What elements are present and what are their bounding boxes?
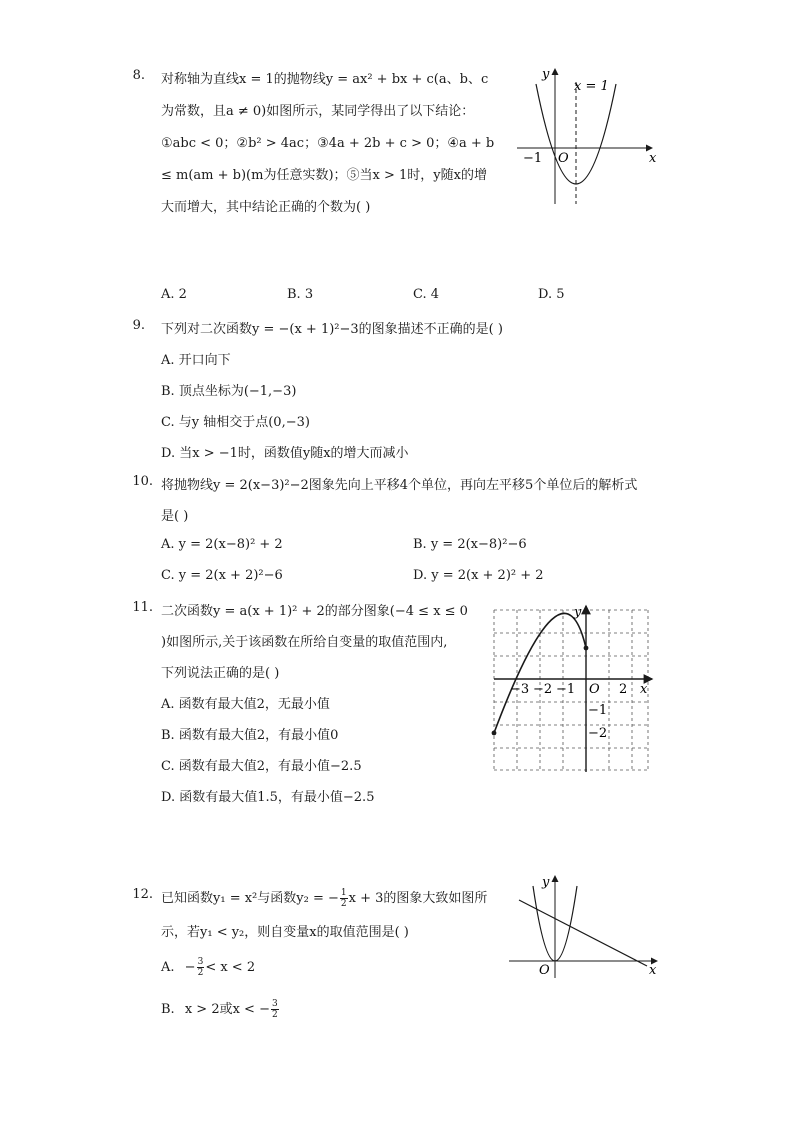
question-12-line-1-a: 已知函数y₁ = x²与函数y₂ = − <box>161 891 339 906</box>
y-axis-label: y <box>542 875 550 890</box>
question-9-stem: 下列对二次函数y = −(x + 1)²−3的图象描述不正确的是( ) <box>161 322 503 337</box>
question-8-line-5: 大而增大，其中结论正确的个数为( ) <box>161 200 371 215</box>
tick-label-x-neg1: −1 <box>556 682 576 697</box>
question-11-line-3: 下列说法正确的是( ) <box>161 666 280 681</box>
y-axis-label: y <box>542 67 550 82</box>
question-8-figure <box>512 64 662 214</box>
question-12-line-1 <box>161 887 487 909</box>
question-9-option-a[interactable]: A. 开口向下 <box>161 353 231 368</box>
question-12-number: 12. <box>132 887 153 902</box>
fraction-numerator: 1 <box>340 888 347 898</box>
curve-endpoint-left <box>492 731 497 736</box>
fraction-denominator: 2 <box>340 899 347 909</box>
question-8-option-c[interactable]: C. 4 <box>413 287 440 302</box>
origin-label: O <box>539 963 550 978</box>
question-8-line-3: ①abc < 0；②b² > 4ac；③4a + 2b + c > 0；④a + b <box>161 136 495 151</box>
question-8-line-4: ≤ m(am + b)(m为任意实数)；⑤当x > 1时，y随x的增 <box>161 168 487 183</box>
fraction-one-half <box>340 888 348 909</box>
question-10-line-2: 是( ) <box>161 509 189 524</box>
question-11-option-b[interactable]: B. 函数有最大值2，有最小值0 <box>161 728 339 743</box>
fraction-denominator: 2 <box>271 1010 278 1020</box>
option-a-fraction <box>197 957 205 978</box>
question-11-option-a[interactable]: A. 函数有最大值2，无最小值 <box>161 697 330 712</box>
option-a-rest: < x < 2 <box>205 960 256 975</box>
parabola-curve <box>494 613 586 733</box>
origin-label: O <box>558 151 569 166</box>
question-11-option-d[interactable]: D. 函数有最大值1.5，有最小值−2.5 <box>161 790 375 805</box>
question-12-option-a[interactable] <box>161 957 255 978</box>
question-8-line-2: 为常数，且a ≠ 0)如图所示，某同学得出了以下结论： <box>161 104 475 119</box>
x-axis-label: x <box>649 151 657 166</box>
fraction-numerator: 3 <box>197 957 204 967</box>
tick-label-x-2: 2 <box>619 682 628 697</box>
origin-label: O <box>589 682 600 697</box>
question-10-option-a[interactable]: A. y = 2(x−8)² + 2 <box>161 537 283 552</box>
question-10-number: 10. <box>132 474 153 489</box>
y-axis-label: y <box>574 605 582 620</box>
question-11-number: 11. <box>132 600 153 615</box>
question-9-number: 9. <box>132 318 145 333</box>
tick-label-y-neg1: −1 <box>588 703 608 718</box>
x-axis-label: x <box>640 682 648 697</box>
curve-endpoint-right <box>584 646 589 651</box>
question-12-figure <box>505 870 665 982</box>
question-10-line-1: 将抛物线y = 2(x−3)²−2图象先向上平移4个单位，再向左平移5个单位后的解析式 <box>161 478 638 493</box>
question-8-line-1: 对称轴为直线x = 1的抛物线y = ax² + bx + c(a、b、c <box>161 72 489 87</box>
option-b-label: B. <box>161 1002 175 1017</box>
question-9-option-c[interactable]: C. 与y 轴相交于点(0,−3) <box>161 415 310 430</box>
question-8-number: 8. <box>132 68 145 83</box>
question-12-line-1-b: x + 3的图象大致如图所 <box>348 891 488 906</box>
question-12-option-b[interactable] <box>161 998 280 1020</box>
symmetry-axis-label: x = 1 <box>574 79 609 94</box>
question-8-option-b[interactable]: B. 3 <box>287 287 314 302</box>
option-a-minus: − <box>184 960 196 975</box>
question-8-option-d[interactable]: D. 5 <box>538 287 565 302</box>
option-b-fraction <box>271 999 279 1020</box>
fraction-denominator: 2 <box>197 968 204 978</box>
x-axis-label: x <box>649 963 657 978</box>
neg-one-label: −1 <box>523 151 543 166</box>
question-8-option-a[interactable]: A. 2 <box>161 287 187 302</box>
option-b-text: x > 2或x < − <box>184 1002 270 1017</box>
question-9-option-b[interactable]: B. 顶点坐标为(−1,−3) <box>161 384 297 399</box>
fraction-numerator: 3 <box>271 999 278 1009</box>
question-10-option-c[interactable]: C. y = 2(x + 2)²−6 <box>161 568 283 583</box>
question-10-option-d[interactable]: D. y = 2(x + 2)² + 2 <box>413 568 544 583</box>
question-11-figure <box>488 600 658 780</box>
option-a-label: A. <box>161 960 175 975</box>
question-10-option-b[interactable]: B. y = 2(x−8)²−6 <box>413 537 527 552</box>
question-11-option-c[interactable]: C. 函数有最大值2，有最小值−2.5 <box>161 759 362 774</box>
question-11-line-2: )如图所示,关于该函数在所给自变量的取值范围内, <box>161 635 448 650</box>
tick-label-y-neg2: −2 <box>588 726 608 741</box>
tick-label-x-neg3: −3 <box>510 682 530 697</box>
line-graph <box>519 900 647 966</box>
question-11-line-1: 二次函数y = a(x + 1)² + 2的部分图象(−4 ≤ x ≤ 0 <box>161 604 468 619</box>
question-9-option-d[interactable]: D. 当x > −1时，函数值y随x的增大而减小 <box>161 446 409 461</box>
tick-label-x-neg2: −2 <box>533 682 553 697</box>
question-12-line-2: 示，若y₁ < y₂，则自变量x的取值范围是( ) <box>161 925 409 940</box>
